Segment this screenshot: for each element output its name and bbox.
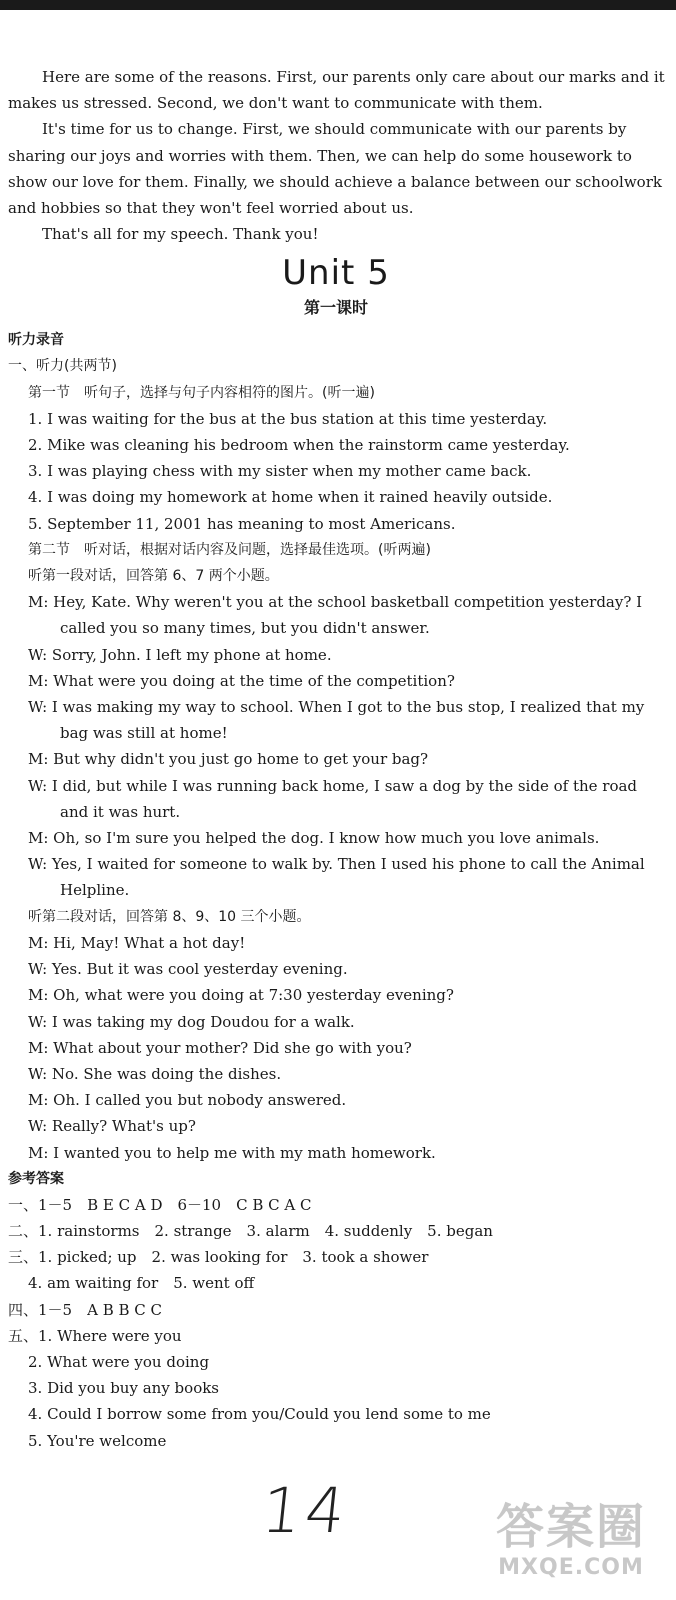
handwritten-page-number: 14 [258, 1474, 353, 1547]
dialog-line: W: Sorry, John. I left my phone at home. [28, 645, 332, 664]
text-line: makes us stressed. Second, we don't want to communicate with them. [8, 94, 543, 113]
watermark-logo [478, 1500, 664, 1594]
dialog-line: called you so many times, but you didn't answer. [60, 619, 430, 638]
unit-title: Unit 5 [282, 253, 390, 294]
dialog-line: M: What were you doing at the time of the competition? [28, 671, 455, 690]
watermark-text-bottom: MXQE.COM [498, 1555, 644, 1580]
dialog-line: W: Yes. But it was cool yesterday evening. [28, 960, 348, 979]
answer-line: 2. What were you doing [28, 1352, 210, 1371]
answer-line: 4. Could I borrow some from you/Could you lend some to me [28, 1405, 491, 1424]
answer-line: 一、1－5 B E C A D 6－10 C B C A C [8, 1195, 312, 1214]
answer-line: 3. Did you buy any books [28, 1379, 220, 1398]
speech-paragraph-1 [8, 64, 664, 116]
text-line: sharing our joys and worries with them. Then, we can help do some housework to [8, 146, 632, 165]
dialog-line: W: I was making my way to school. When I got to the bus stop, I realized that my [28, 698, 645, 717]
answer-line: 四、1－5 A B B C C [8, 1300, 162, 1319]
dialog-line: M: Hi, May! What a hot day! [28, 933, 246, 952]
list-item: 4. I was doing my homework at home when it rained heavily outside. [28, 488, 553, 507]
answers-heading: 参考答案 [8, 1170, 64, 1187]
dialog-line: bag was still at home! [60, 724, 228, 743]
answer-line: 5. You're welcome [28, 1431, 167, 1450]
dialog-line: W: I was taking my dog Doudou for a walk. [28, 1012, 355, 1031]
dialog-line: M: What about your mother? Did she go with you? [28, 1038, 412, 1057]
list-item: 2. Mike was cleaning his bedroom when the rainstorm came yesterday. [28, 436, 570, 455]
top-border [0, 0, 676, 10]
dialog-line: W: No. She was doing the dishes. [28, 1064, 282, 1083]
list-item: 5. September 11, 2001 has meaning to most Americans. [28, 514, 456, 533]
sentence-list [8, 406, 664, 537]
section-two-instruction: 第二节 听对话，根据对话内容及问题，选择最佳选项。(听两遍) [28, 541, 431, 558]
dialog-one-intro: 听第一段对话，回答第 6、7 两个小题。 [28, 568, 279, 585]
dialog-line: Helpline. [60, 881, 130, 900]
dialog-line: W: Really? What's up? [28, 1117, 196, 1136]
dialog-one [8, 589, 664, 903]
answer-line: 三、1. picked; up 2. was looking for 3. took a shower [8, 1248, 429, 1267]
answer-line: 4. am waiting for 5. went off [28, 1274, 255, 1293]
text-line: Here are some of the reasons. First, our parents only care about our marks and it [42, 68, 665, 86]
text-line: and hobbies so that they won't feel worried about us. [8, 199, 414, 218]
lesson-title: 第一课时 [303, 298, 368, 318]
part-one-heading: 一、听力(共两节) [8, 358, 117, 375]
dialog-line: M: Oh, so I'm sure you helped the dog. I know how much you love animals. [28, 829, 600, 848]
answer-line: 二、1. rainstorms 2. strange 3. alarm 4. suddenly 5. began [8, 1221, 493, 1240]
text-line: show our love for them. Finally, we should achieve a balance between our schoolwork [8, 172, 662, 191]
dialog-two-intro: 听第二段对话，回答第 8、9、10 三个小题。 [28, 908, 311, 925]
list-item: 1. I was waiting for the bus at the bus station at this time yesterday. [28, 409, 548, 428]
dialog-line: W: Yes, I waited for someone to walk by. Then I used his phone to call the Animal [28, 855, 645, 874]
speech-closing: That's all for my speech. Thank you! [42, 225, 319, 244]
dialog-line: M: Oh, what were you doing at 7:30 yesterday evening? [28, 986, 454, 1005]
answer-line: 五、1. Where were you [8, 1326, 182, 1345]
text-line: It's time for us to change. First, we should communicate with our parents by [42, 120, 627, 139]
watermark-text-top: 答案圈 [495, 1499, 646, 1555]
dialog-line: W: I did, but while I was running back home, I saw a dog by the side of the road [28, 776, 638, 795]
listening-heading: 听力录音 [8, 332, 64, 349]
section-one-instruction: 第一节 听句子，选择与句子内容相符的图片。(听一遍) [28, 384, 375, 401]
dialog-line: M: Hey, Kate. Why weren't you at the school basketball competition yesterday? I [28, 593, 643, 612]
dialog-two [8, 930, 664, 1166]
dialog-line: and it was hurt. [60, 802, 181, 821]
speech-paragraph-2 [8, 116, 664, 221]
page-content [8, 64, 664, 1454]
dialog-line: M: I wanted you to help me with my math homework. [28, 1143, 436, 1162]
list-item: 3. I was playing chess with my sister when my mother came back. [28, 462, 532, 481]
dialog-line: M: But why didn't you just go home to get your bag? [28, 750, 429, 769]
answer-list [8, 1192, 664, 1454]
dialog-line: M: Oh. I called you but nobody answered. [28, 1091, 347, 1110]
